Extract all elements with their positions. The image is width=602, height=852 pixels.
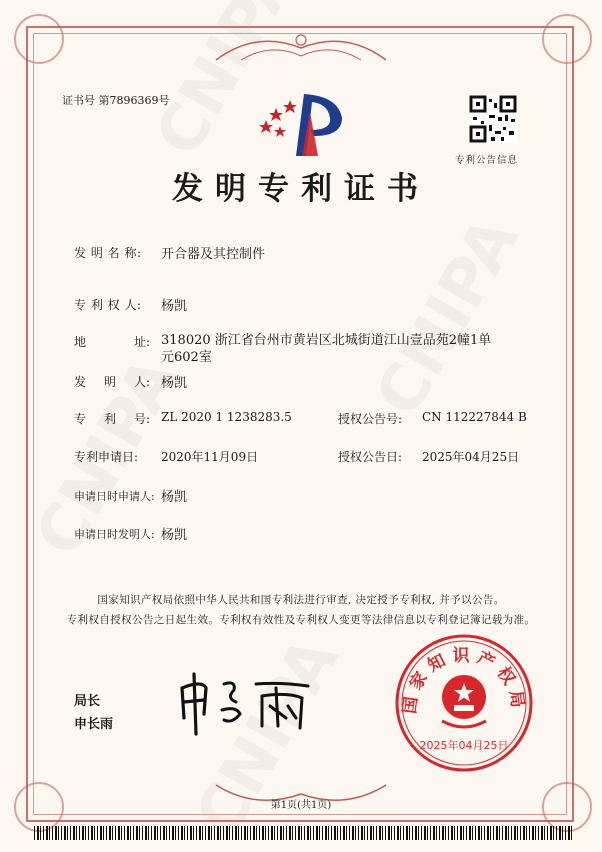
patentee-label: 专 利 权 人:	[74, 298, 142, 312]
grant-date-label: 授权公告日:	[338, 450, 403, 464]
certificate-title: 发明专利证书	[172, 171, 430, 207]
address-label-1: 地	[74, 335, 87, 349]
invention-name-value: 开合器及其控制件	[161, 247, 266, 262]
patent-no-label-1: 专	[74, 412, 87, 426]
applicant-at-filing-label: 申请日时申请人:	[74, 490, 155, 503]
cnipa-logo	[258, 90, 350, 160]
grant-pub-no-value: CN 112227844 B	[422, 410, 527, 424]
page-number: 第1页(共1页)	[270, 800, 332, 811]
grant-date-value: 2025年04月25日	[422, 450, 520, 464]
inventor-at-filing-value: 杨凯	[161, 528, 188, 543]
seal-text: 国家知识产权局	[400, 646, 528, 715]
inventor-value: 杨凯	[161, 376, 188, 391]
cert-no-label: 证书号	[62, 94, 95, 107]
patent-no-label-3: 号:	[134, 412, 151, 426]
grant-notice-line-2: 专利权自授权公告之日起生效。专利权有效性及专利权人变更等法律信息以专利登记簿记载为准。	[66, 614, 536, 626]
official-seal	[394, 633, 534, 773]
commissioner-name: 申长雨	[74, 717, 114, 732]
patent-no-value: ZL 2020 1 1238283.5	[161, 410, 292, 424]
qr-caption: 专利公告信息	[455, 155, 519, 166]
inventor-label-1: 发	[74, 375, 87, 389]
handwritten-signature	[176, 666, 316, 738]
application-date-label: 专利申请日:	[74, 450, 139, 464]
certificate-number	[62, 92, 170, 108]
seal-date: 2025年04月25日	[419, 739, 509, 752]
corner-ornament	[542, 14, 592, 64]
inventor-label-3: 人:	[134, 375, 151, 389]
patentee-value: 杨凯	[161, 299, 188, 314]
grant-notice-line-1: 国家知识产权局依照中华人民共和国专利法进行审查, 决定授予专利权, 并予以公告。	[97, 594, 505, 606]
application-date-value: 2020年11月09日	[161, 450, 259, 464]
inventor-at-filing-label: 申请日时发明人:	[74, 528, 155, 541]
patent-no-label-2: 利	[104, 412, 117, 426]
address-value: 318020 浙江省台州市黄岩区北城街道江山壹品苑2幢1单元602室	[161, 333, 492, 365]
inventor-label-2: 明	[104, 375, 117, 389]
invention-name-label: 发 明 名 称:	[74, 246, 142, 260]
applicant-at-filing-value: 杨凯	[161, 490, 188, 505]
grant-pub-no-label: 授权公告号:	[338, 412, 403, 426]
barcode	[34, 826, 574, 840]
top-ornament	[211, 30, 391, 70]
cert-no-value: 第7896369号	[98, 94, 170, 107]
address-label-2: 址:	[134, 335, 151, 349]
qr-code	[469, 95, 517, 143]
commissioner-title: 局长	[74, 694, 101, 709]
corner-ornament	[14, 14, 64, 64]
